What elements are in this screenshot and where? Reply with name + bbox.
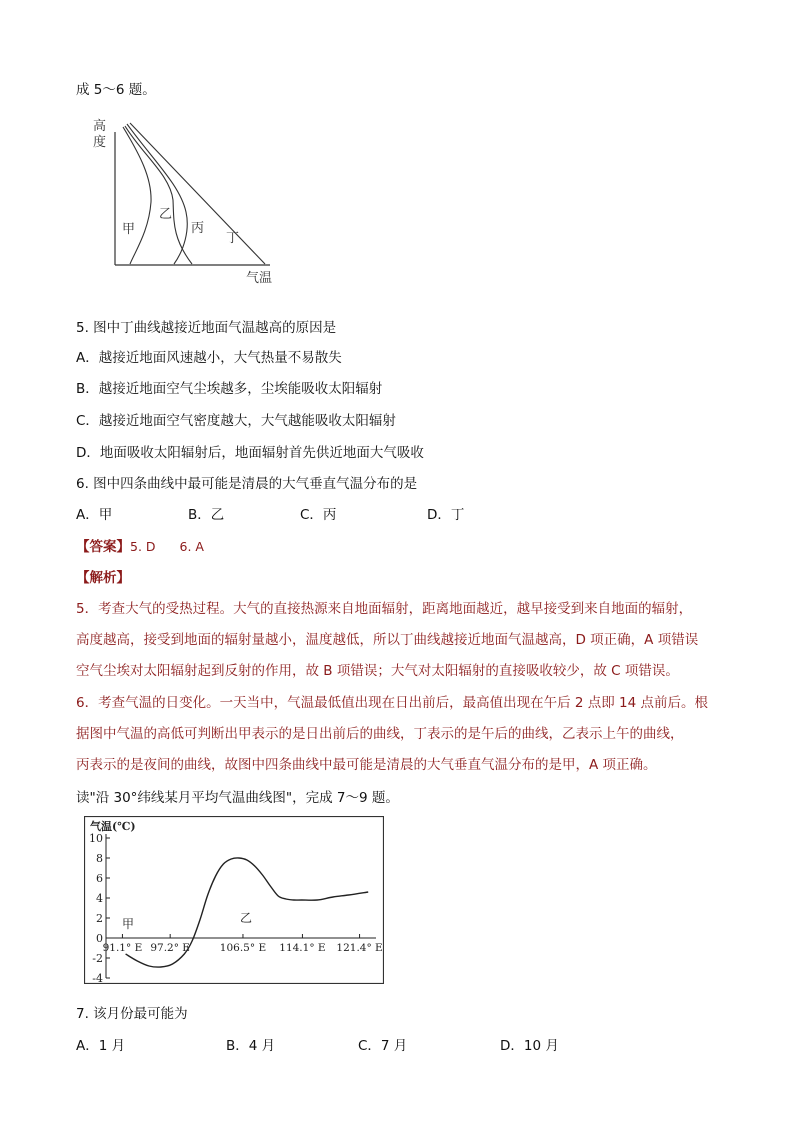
figure1-label-jia: 甲 <box>122 222 136 237</box>
chart-y-ticks <box>89 832 110 984</box>
q5-option-b: B．越接近地面空气尘埃越多，尘埃能吸收太阳辐射 <box>76 381 383 397</box>
y-tick-label: -4 <box>92 972 103 984</box>
answer-line <box>76 535 204 555</box>
intro-text-2: 读"沿 30°纬线某月平均气温曲线图"，完成 7～9 题。 <box>76 790 399 806</box>
q7-option-d: D．10 月 <box>500 1038 559 1054</box>
q6-stem: 6. 图中四条曲线中最可能是清晨的大气垂直气温分布的是 <box>76 476 418 492</box>
q6-option-a: A．甲 <box>76 507 113 523</box>
q7-option-a: A．1 月 <box>76 1038 126 1054</box>
y-tick-label: 6 <box>96 872 103 885</box>
analysis-5-line-2: 高度越高，接受到地面的辐射量越小，温度越低，所以丁曲线越接近地面气温越高，D 项正确，A 项错误 <box>76 632 699 648</box>
q6-option-c: C．丙 <box>300 507 337 523</box>
q6-option-d: D．丁 <box>427 507 465 523</box>
q5-option-d: D．地面吸收太阳辐射后，地面辐射首先供近地面大气吸收 <box>76 445 424 461</box>
curve-jia <box>123 127 151 264</box>
answer-6: 6. A <box>179 539 204 554</box>
figure1-x-label: 气温 <box>246 271 273 286</box>
curve-bing <box>127 124 187 264</box>
temperature-line-chart <box>84 816 384 984</box>
q7-option-c: C．7 月 <box>358 1038 408 1054</box>
y-tick-label: 2 <box>96 912 103 925</box>
intro-text-1: 成 5～6 题。 <box>76 82 156 98</box>
x-tick-label: 121.4° E <box>336 942 383 954</box>
q5-option-a: A．越接近地面风速越小，大气热量不易散失 <box>76 350 342 366</box>
chart-y-label: 气温(℃) <box>90 820 136 833</box>
analysis-5-line-1: 5．考查大气的受热过程。大气的直接热源来自地面辐射，距离地面越近，越早接受到来自地面的辐射， <box>76 601 693 617</box>
analysis-6-line-3: 丙表示的是夜间的曲线，故图中四条曲线中最可能是清晨的大气垂直气温分布的是甲，A 项正确。 <box>76 757 657 773</box>
y-tick-label: 0 <box>96 932 103 945</box>
x-tick-label: 97.2° E <box>150 942 190 954</box>
temperature-profile-figure <box>88 110 288 290</box>
figure1-y-label-2: 度 <box>93 135 107 150</box>
x-tick-label: 114.1° E <box>279 942 326 954</box>
chart-annotation-jia: 甲 <box>122 917 135 931</box>
chart-x-ticks <box>103 934 383 954</box>
x-tick-label: 106.5° E <box>219 942 267 954</box>
x-tick-label: 91.1° E <box>102 942 143 954</box>
analysis-5-line-3: 空气尘埃对太阳辐射起到反射的作用，故 B 项错误；大气对太阳辐射的直接吸收较少，故 C 项错误。 <box>76 663 679 679</box>
q5-option-c: C．越接近地面空气密度越大，大气越能吸收太阳辐射 <box>76 413 396 429</box>
y-tick-label: 4 <box>96 892 103 905</box>
figure1-y-label-1: 高 <box>93 119 107 134</box>
chart-annotation-yi: 乙 <box>240 911 253 925</box>
analysis-label: 【解析】 <box>76 570 130 586</box>
q7-option-b: B．4 月 <box>226 1038 276 1054</box>
chart-frame <box>85 817 384 984</box>
answer-5: 5. D <box>130 539 156 554</box>
figure1-label-ding: 丁 <box>226 231 240 246</box>
analysis-6-line-1: 6．考查气温的日变化。一天当中，气温最低值出现在日出前后，最高值出现在午后 2 点即 14 点前后。根 <box>76 695 709 711</box>
y-tick-label: -2 <box>92 952 103 965</box>
curve-yi <box>125 126 192 264</box>
q7-stem: 7. 该月份最可能为 <box>76 1006 188 1022</box>
figure1-label-yi: 乙 <box>159 207 173 222</box>
q5-stem: 5. 图中丁曲线越接近地面气温越高的原因是 <box>76 320 337 336</box>
y-tick-label: 8 <box>96 852 103 865</box>
y-tick-label: 10 <box>89 832 103 845</box>
answer-label: 【答案】 <box>76 539 130 555</box>
figure1-label-bing: 丙 <box>191 221 205 236</box>
q6-option-b: B．乙 <box>188 507 225 523</box>
analysis-6-line-2: 据图中气温的高低可判断出甲表示的是日出前后的曲线，丁表示的是午后的曲线，乙表示上午的曲线， <box>76 726 684 742</box>
